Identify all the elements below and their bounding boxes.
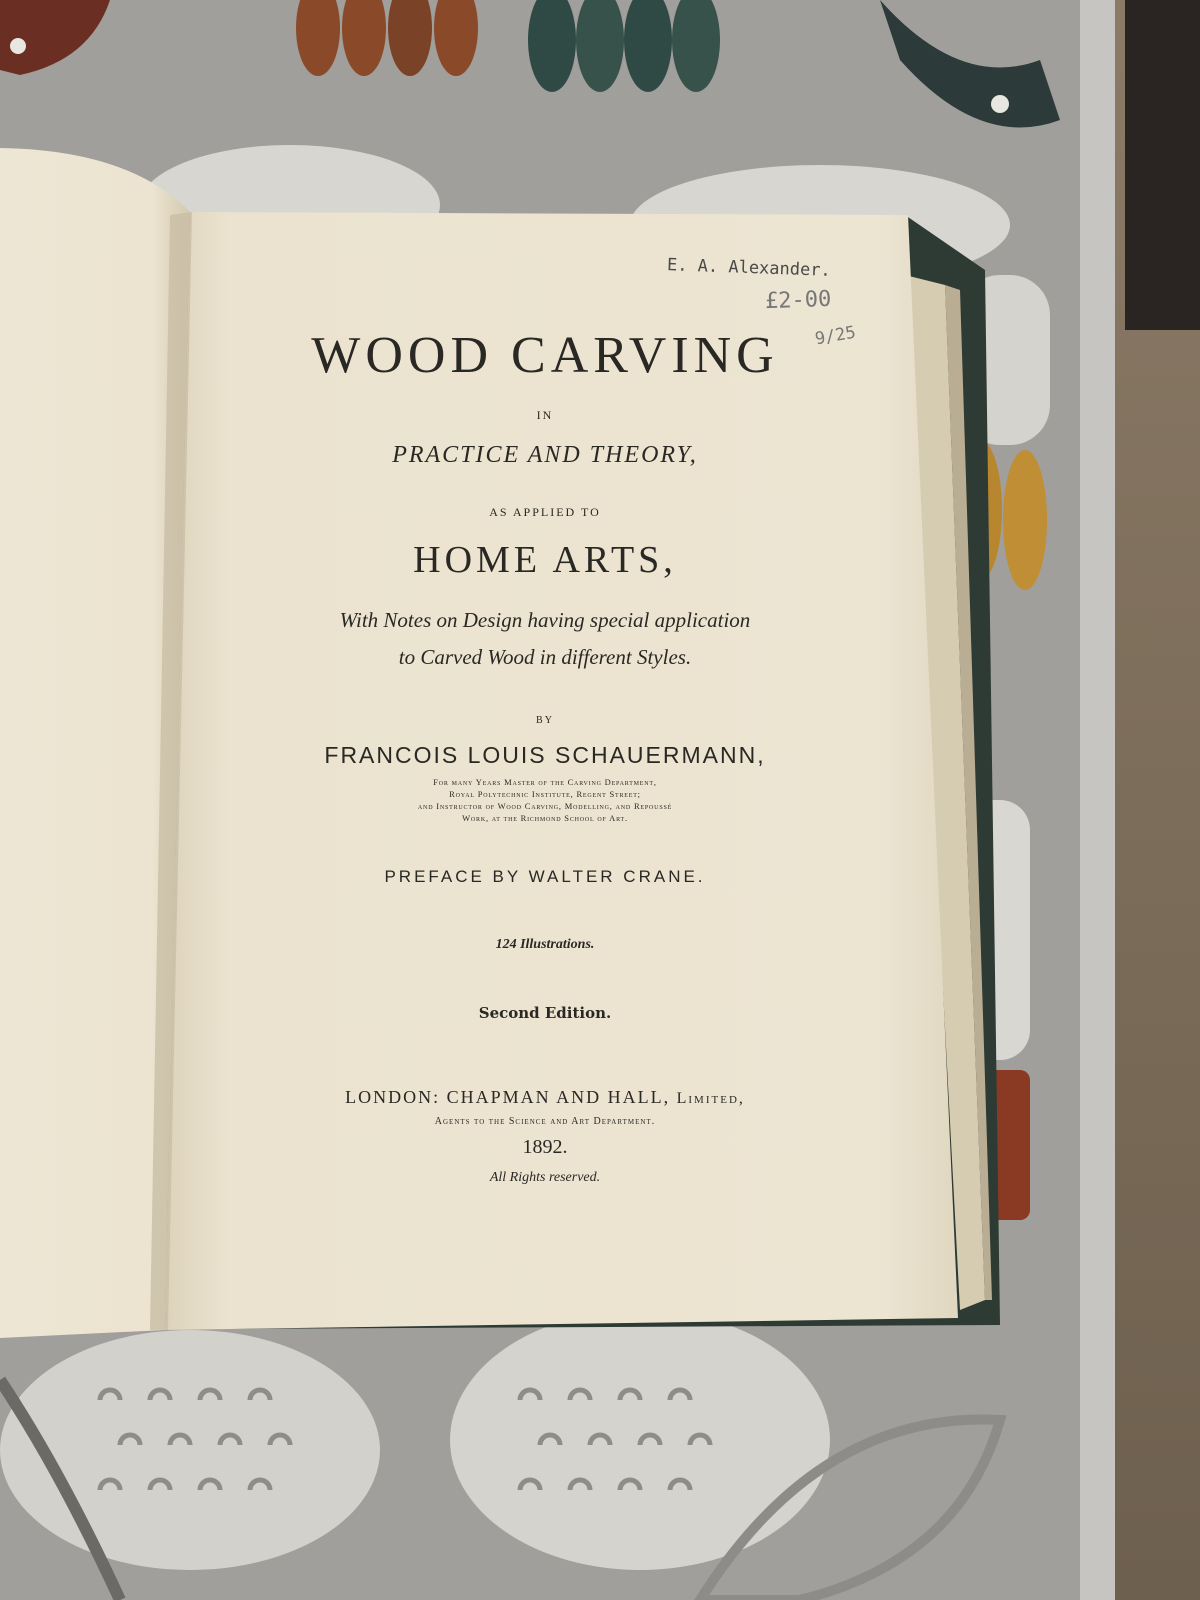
- illustration-count: 124 Illustrations.: [495, 937, 595, 952]
- dark-chair-back: [1125, 0, 1200, 330]
- notes-line-1: With Notes on Design having special application: [339, 608, 751, 632]
- author-credential: Royal Polytechnic Institute, Regent Street;: [449, 789, 641, 799]
- cloth-edge: [1080, 0, 1115, 1600]
- title-connector-applied: AS APPLIED TO: [489, 505, 601, 519]
- book-subject: HOME ARTS,: [413, 539, 677, 581]
- notes-line-2: to Carved Wood in different Styles.: [398, 645, 692, 669]
- book-subtitle: PRACTICE AND THEORY,: [392, 442, 698, 468]
- book-title: WOOD CARVING: [311, 327, 779, 384]
- fabric-dot: [10, 38, 26, 54]
- price-inscription: £2-00: [764, 286, 832, 315]
- publisher-line: [160, 1087, 930, 1108]
- fabric-bump: [0, 1330, 380, 1570]
- edition-label: Second Edition.: [478, 1004, 612, 1022]
- owner-inscription: E. A. Alexander.: [666, 255, 832, 281]
- preface-credit: PREFACE BY WALTER CRANE.: [384, 867, 706, 886]
- author-name: FRANCOIS LOUIS SCHAUERMANN,: [324, 742, 766, 768]
- publisher-suffix: Limited,: [676, 1090, 745, 1107]
- author-credential: and Instructor of Wood Carving, Modelling, and Repoussé: [417, 801, 673, 811]
- code-inscription: 9/25: [813, 322, 858, 350]
- fabric-dot: [991, 95, 1009, 113]
- rights-notice: All Rights reserved.: [489, 1170, 601, 1185]
- author-credential: Work, at the Richmond School of Art.: [462, 813, 628, 823]
- by-label: BY: [536, 715, 554, 726]
- author-credential: For many Years Master of the Carving Department,: [433, 777, 657, 787]
- publication-year: 1892.: [522, 1136, 568, 1158]
- agents-line: Agents to the Science and Art Department.: [434, 1116, 656, 1127]
- publisher-name: LONDON: CHAPMAN AND HALL,: [345, 1087, 671, 1107]
- title-connector-in: IN: [536, 408, 554, 422]
